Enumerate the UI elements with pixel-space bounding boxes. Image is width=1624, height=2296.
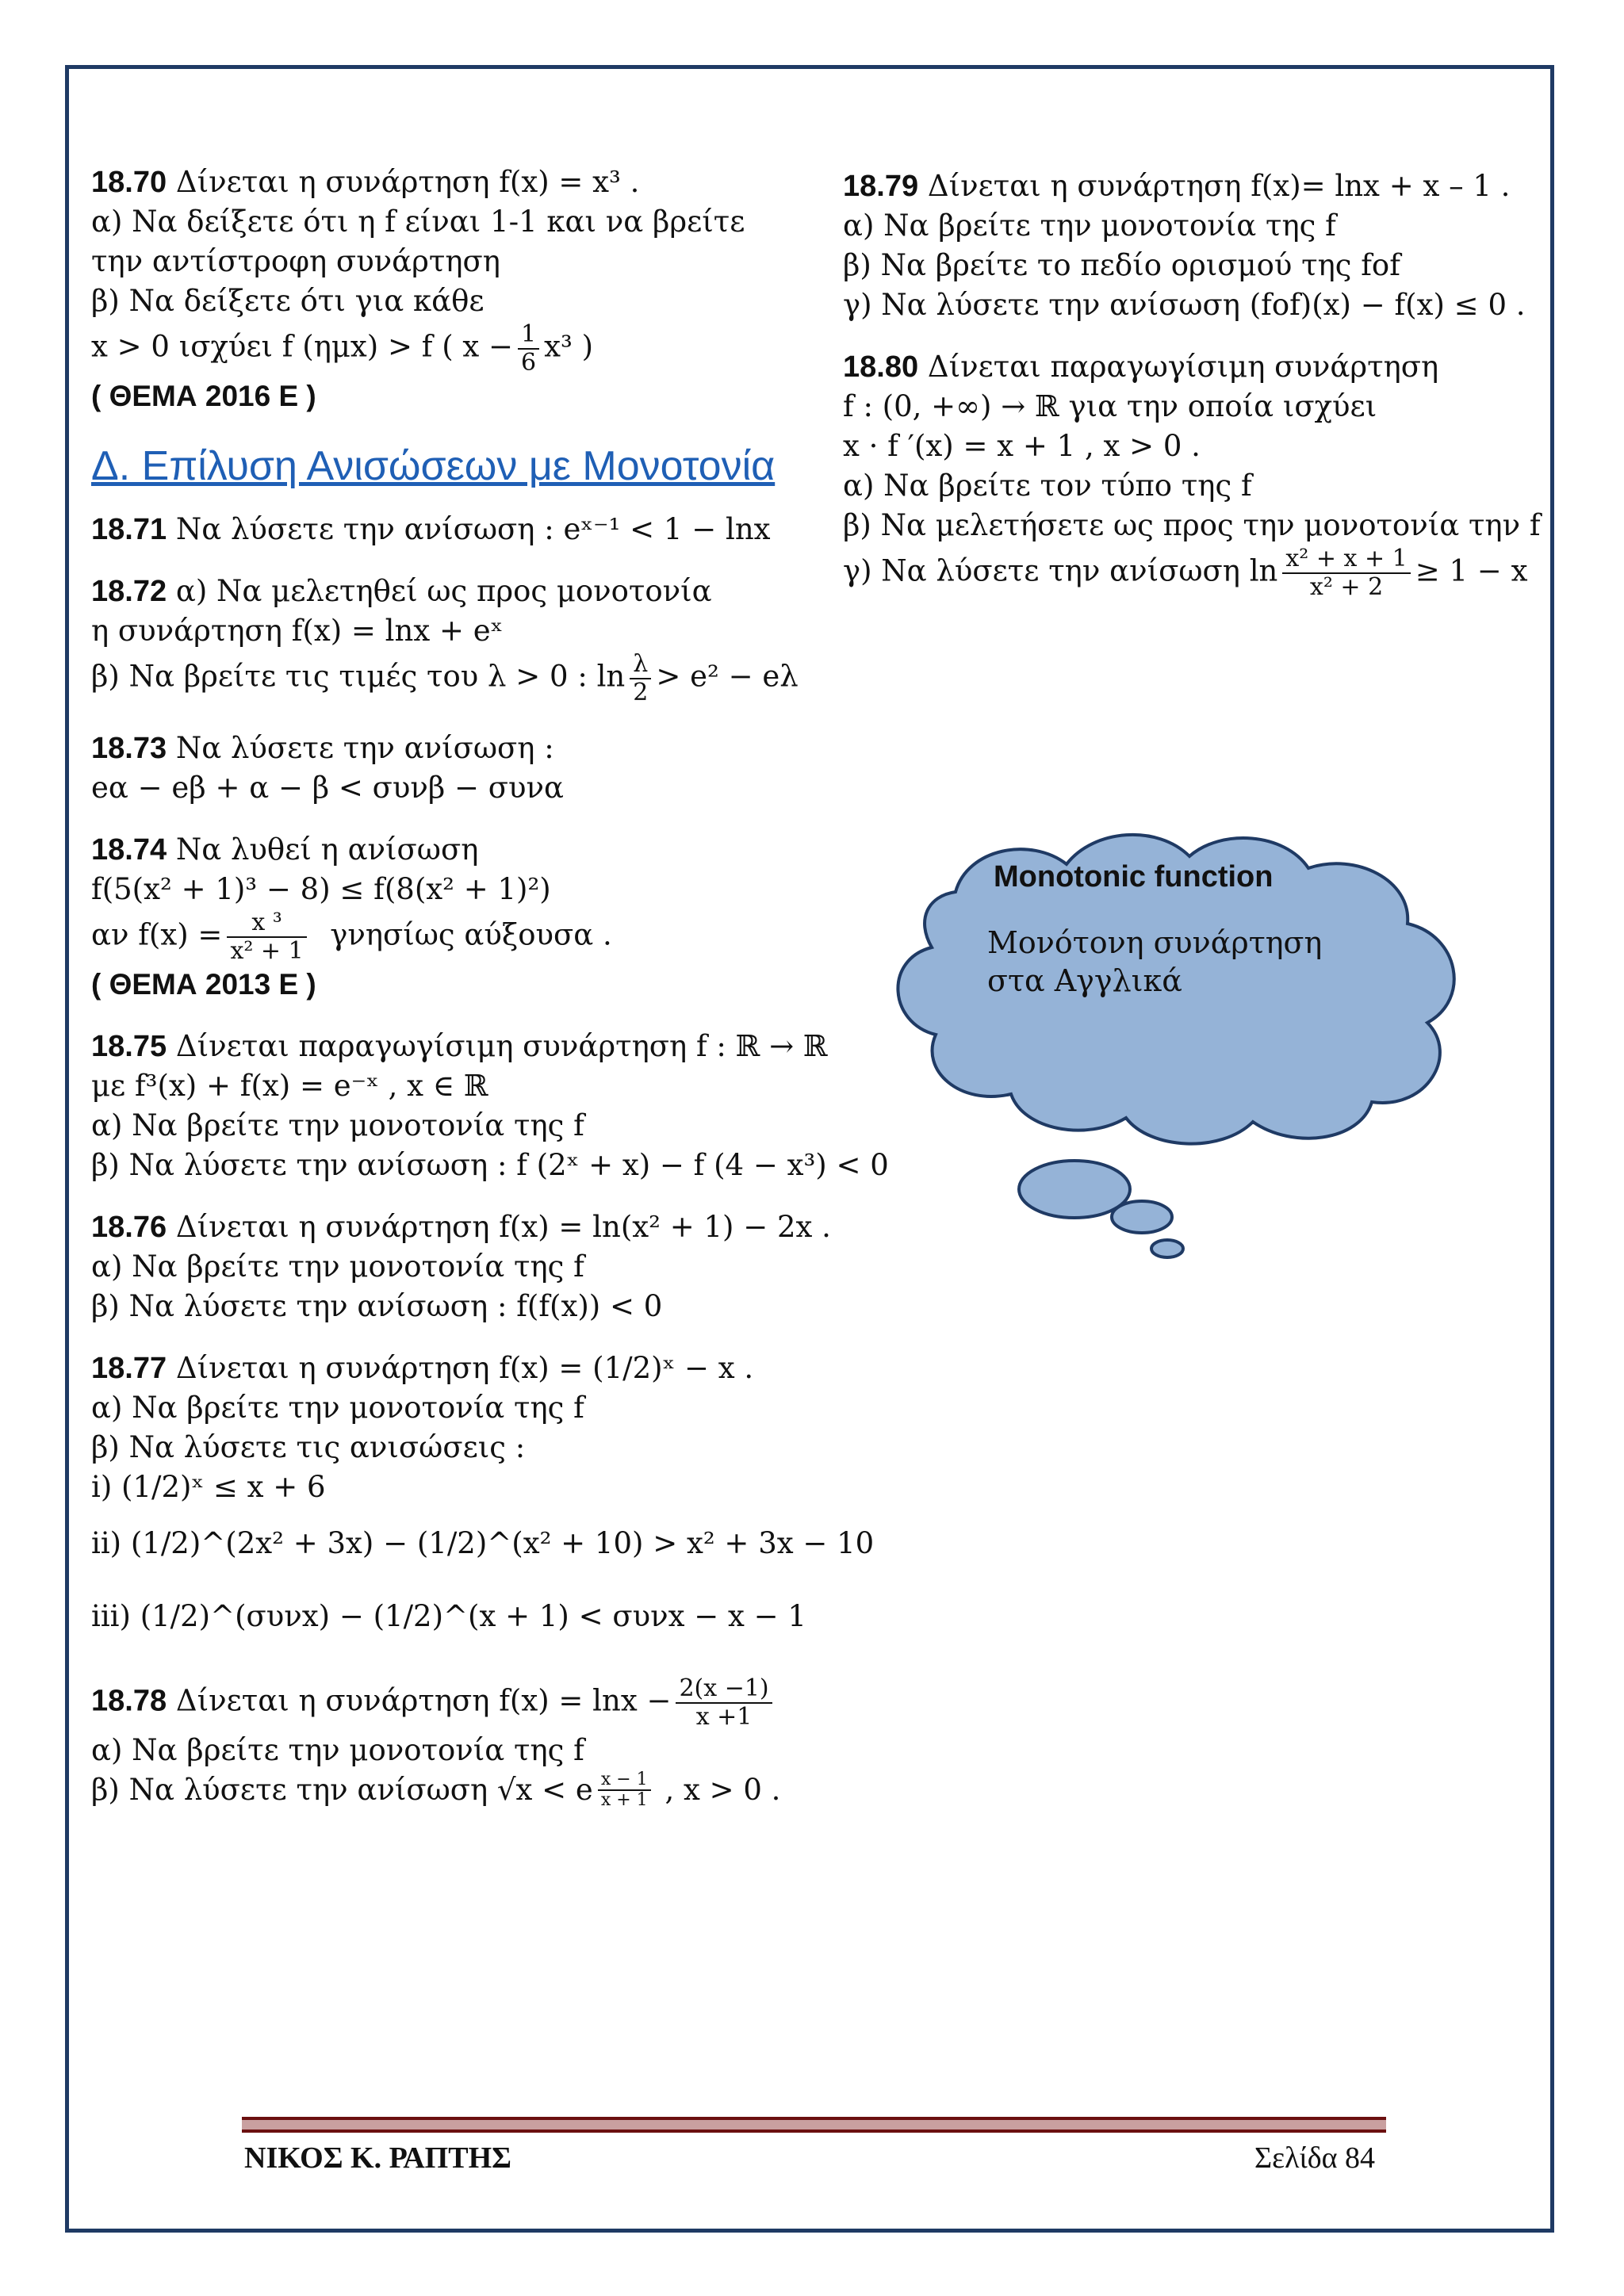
problem-text: Δίνεται παραγωγίσιμη συνάρτηση f : ℝ → ℝ	[175, 1029, 828, 1063]
problem-18-79	[843, 166, 1572, 325]
cloud-text	[987, 924, 1322, 1000]
problem-text: α) Να βρείτε την μονοτονία της f	[91, 1249, 584, 1284]
problem-18-71	[91, 510, 876, 549]
problem-text: Δίνεται η συνάρτηση f(x) = lnx −	[175, 1683, 672, 1718]
problem-text: α) Να δείξετε ότι η f είναι 1-1 και να βρείτε	[91, 205, 745, 239]
thought-bubble-medium	[1112, 1201, 1172, 1233]
problem-text: α) Να βρείτε την μονοτονία της f	[91, 1391, 584, 1425]
problem-text: γ) Να λύσετε την ανίσωση ln $\frac{\text{x² + x + 1}}{\text{x² + 2}}$ ≥ 1 − x	[843, 545, 1528, 601]
problem-number: 18.80	[843, 350, 919, 384]
problem-18-72	[91, 572, 876, 706]
problem-number: 18.71	[91, 513, 167, 546]
problem-18-77	[91, 1349, 876, 1653]
fraction: $\frac{\lambda}{2}$	[630, 651, 651, 706]
problem-text: Δίνεται η συνάρτηση f(x) = (1/2)ˣ − x .	[175, 1351, 754, 1385]
problem-number: 18.73	[91, 732, 167, 765]
problem-text: i) (1/2)ˣ ≤ x + 6	[91, 1470, 326, 1504]
section-heading: Δ. Επίλυση Ανισώσεων με Μονοτονία	[91, 443, 776, 489]
problem-number: 18.79	[843, 170, 919, 203]
problem-number: 18.78	[91, 1684, 167, 1718]
problem-text: α) Να βρείτε την μονοτονία της f	[91, 1733, 584, 1767]
problem-text: eα − eβ + α − β < συνβ − συνα	[91, 771, 565, 805]
thought-bubble-small	[1151, 1240, 1183, 1257]
page-number: Σελίδα 84	[1254, 2141, 1376, 2175]
exam-reference: ( ΘΕΜΑ 2016 Ε )	[91, 380, 316, 412]
fraction: $\frac{x - 1}{x + 1}$	[598, 1770, 651, 1810]
problem-18-76	[91, 1207, 876, 1326]
problem-18-75	[91, 1027, 889, 1185]
problem-text: αν f(x) = $\frac{\text{x ³}}{\text{x² + 1}}$ γνησίως αύξουσα .	[91, 909, 612, 965]
problem-text: με f³(x) + f(x) = e⁻ˣ , x ∈ ℝ	[91, 1069, 488, 1103]
cloud-title: Monotonic function	[994, 860, 1274, 894]
problem-text: β) Να βρείτε τις τιμές του λ > 0 : ln $\frac{\lambda}{2}$ > e² − eλ	[91, 650, 799, 706]
problem-text: Να λύσετε την ανίσωση :	[175, 731, 554, 765]
problem-18-70	[91, 163, 876, 416]
problem-text: x · f ′(x) = x + 1 , x > 0 .	[843, 429, 1201, 463]
problem-text: β) Να μελετήσετε ως προς την μονοτονία την f	[843, 508, 1541, 542]
problem-text: Δίνεται παραγωγίσιμη συνάρτηση	[927, 350, 1439, 384]
problem-text: x > 0 ισχύει f (ημx) > f ( x − $\frac{1}{6}$ x³ )	[91, 320, 594, 377]
problem-text: Να λύσετε την ανίσωση : eˣ⁻¹ < 1 − lnx	[175, 512, 771, 546]
fraction: $\frac{\text{x ³}}{\text{x² + 1}}$	[227, 909, 306, 965]
problem-text: α) Να μελετηθεί ως προς μονοτονία	[175, 574, 712, 608]
problem-text: η συνάρτηση f(x) = lnx + eˣ	[91, 614, 504, 648]
problem-text: ii) (1/2)^(2x² + 3x) − (1/2)^(x² + 10) > x² + 3x − 10	[91, 1526, 875, 1560]
problem-text: α) Να βρείτε την μονοτονία της f	[91, 1108, 584, 1142]
problem-text: β) Να λύσετε την ανίσωση √x < e $\frac{x - 1}{x + 1}$ , x > 0 .	[91, 1770, 781, 1810]
problem-number: 18.74	[91, 833, 167, 867]
fraction: $\frac{\text{x² + x + 1}}{\text{x² + 2}}$	[1282, 545, 1410, 601]
problem-text: β) Να λύσετε την ανίσωση : f (2ˣ + x) − f (4 − x³) < 0	[91, 1148, 889, 1182]
fraction: $\frac{2(x -1)}{x +1}$	[676, 1675, 772, 1731]
problem-number: 18.70	[91, 166, 167, 199]
cloud-line: Μονότονη συνάρτηση	[987, 925, 1323, 960]
problem-18-78	[91, 1675, 876, 1810]
problem-text: α) Να βρείτε τον τύπο της f	[843, 469, 1252, 503]
problem-text: γ) Να λύσετε την ανίσωση (fof)(x) − f(x) ≤ 0 .	[843, 288, 1526, 322]
footer-rule	[242, 2117, 1386, 2133]
problem-text: β) Να δείξετε ότι για κάθε	[91, 284, 485, 318]
cloud-line: στα Αγγλικά	[987, 963, 1182, 998]
problem-18-74	[91, 830, 876, 1004]
problem-text: iii) (1/2)^(συνx) − (1/2)^(x + 1) < συνx − x − 1	[91, 1599, 806, 1633]
problem-number: 18.72	[91, 575, 167, 608]
problem-text: β) Να λύσετε τις ανισώσεις :	[91, 1430, 526, 1464]
problem-number: 18.76	[91, 1211, 167, 1244]
problem-18-73	[91, 729, 876, 808]
problem-text: β) Να λύσετε την ανίσωση : f(f(x)) < 0	[91, 1289, 663, 1323]
footer-author: ΝΙΚΟΣ Κ. ΡΑΠΤΗΣ	[244, 2141, 511, 2175]
problem-text: f : (0, +∞) → ℝ για την οποία ισχύει	[843, 389, 1377, 423]
problem-number: 18.75	[91, 1030, 167, 1063]
problem-number: 18.77	[91, 1352, 167, 1385]
problem-text: α) Να βρείτε την μονοτονία της f	[843, 209, 1336, 243]
fraction: $\frac{1}{6}$	[518, 321, 539, 377]
problem-text: β) Να βρείτε το πεδίο ορισμού της fof	[843, 248, 1400, 282]
problem-18-80	[843, 347, 1572, 601]
problem-text: f(5(x² + 1)³ − 8) ≤ f(8(x² + 1)²)	[91, 872, 551, 906]
problem-text: Δίνεται η συνάρτηση f(x) = x³ .	[175, 165, 640, 199]
problem-text: Δίνεται η συνάρτηση f(x)= lnx + x – 1 .	[927, 169, 1511, 203]
exam-reference: ( ΘΕΜΑ 2013 Ε )	[91, 968, 316, 1001]
right-column	[843, 166, 1572, 623]
problem-text: την αντίστροφη συνάρτηση	[91, 244, 500, 278]
problem-text: Να λυθεί η ανίσωση	[175, 832, 479, 867]
problem-text: Δίνεται η συνάρτηση f(x) = ln(x² + 1) − 2x .	[175, 1210, 831, 1244]
